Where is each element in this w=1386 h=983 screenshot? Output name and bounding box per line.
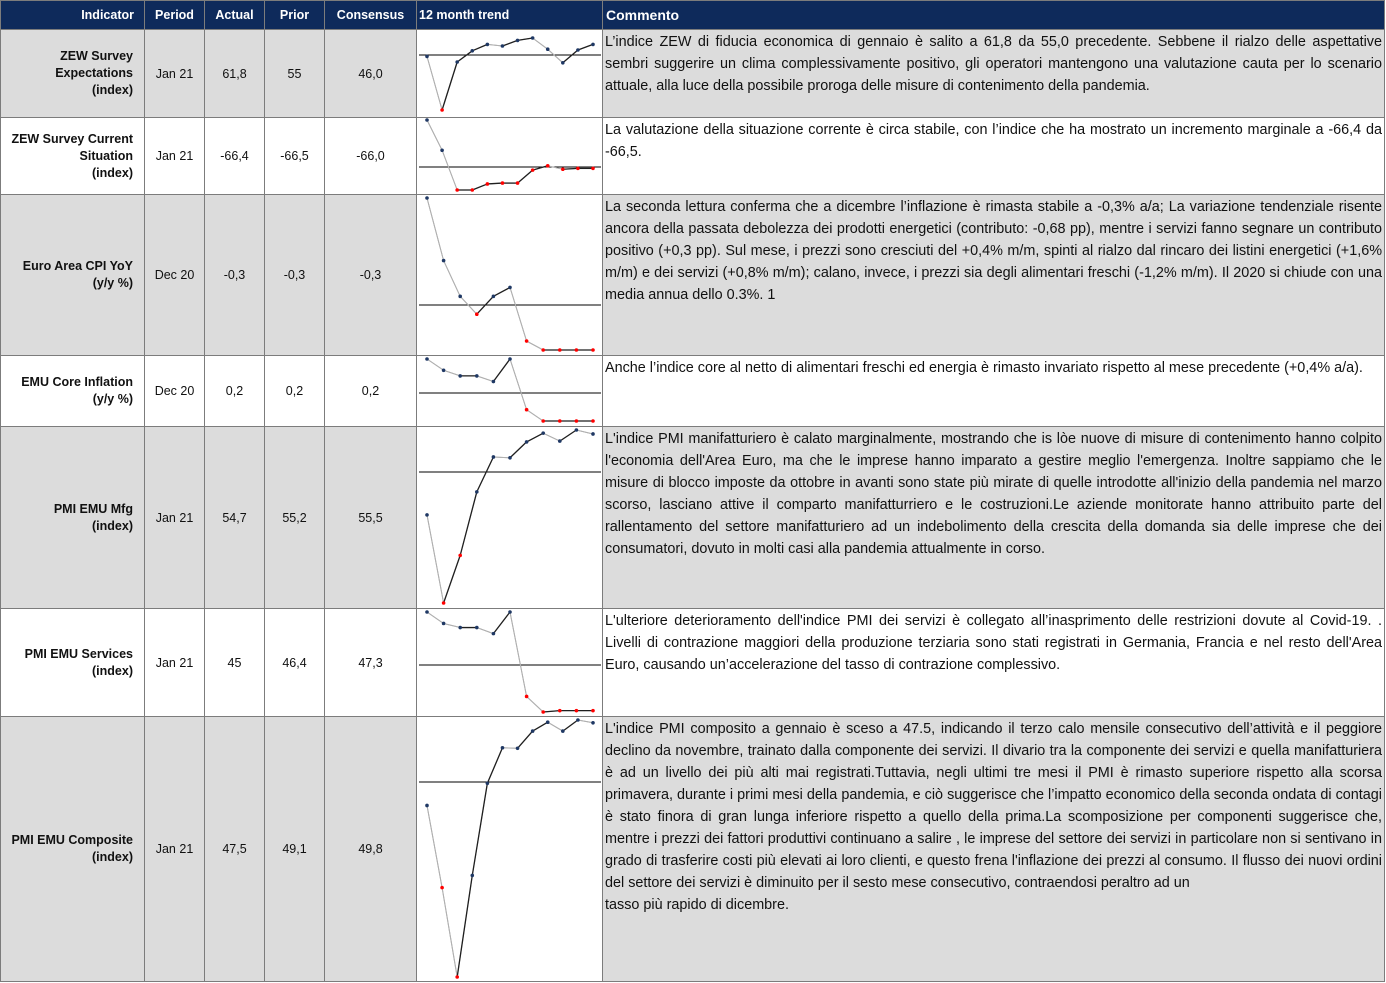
indicator-name-line: EMU Core Inflation bbox=[21, 375, 133, 389]
trend-point bbox=[516, 181, 520, 185]
actual-cell: 47,5 bbox=[205, 717, 265, 982]
indicator-name bbox=[1, 717, 145, 982]
trend-segment bbox=[472, 44, 487, 50]
trend-point bbox=[561, 729, 565, 733]
trend-point bbox=[475, 374, 479, 378]
trend-point bbox=[501, 44, 505, 48]
trend-segment bbox=[548, 49, 563, 63]
trend-point bbox=[546, 164, 550, 168]
indicator-name-line: PMI EMU Mfg bbox=[53, 501, 133, 516]
trend-segment bbox=[548, 166, 563, 169]
table-row bbox=[1, 427, 1385, 609]
trend-cell bbox=[417, 195, 603, 356]
header-row bbox=[1, 1, 1385, 30]
header-consensus: Consensus bbox=[325, 1, 417, 30]
trend-point bbox=[531, 168, 535, 172]
trend-line bbox=[427, 612, 593, 712]
header-trend: 12 month trend bbox=[417, 1, 603, 30]
table-row bbox=[1, 717, 1385, 982]
trend-point bbox=[508, 286, 512, 290]
indicator-name bbox=[1, 356, 145, 427]
trend-segment bbox=[427, 515, 444, 603]
comment-cell bbox=[603, 30, 1385, 118]
trend-segment bbox=[442, 150, 457, 190]
trend-segment bbox=[527, 696, 544, 712]
trend-segment bbox=[427, 56, 442, 110]
period-cell: Jan 21 bbox=[145, 427, 205, 609]
trend-segment bbox=[563, 720, 578, 731]
trend-point bbox=[501, 746, 505, 750]
prior-cell: 49,1 bbox=[265, 717, 325, 982]
trend-point bbox=[576, 167, 580, 171]
trend-point bbox=[501, 181, 505, 185]
trend-segment bbox=[548, 722, 563, 731]
period-cell: Dec 20 bbox=[145, 195, 205, 356]
comment-cell bbox=[603, 427, 1385, 609]
trend-point bbox=[440, 886, 444, 890]
trend-point bbox=[492, 380, 496, 384]
trend-segment bbox=[427, 359, 444, 370]
trend-line bbox=[427, 38, 593, 110]
trend-line bbox=[427, 120, 593, 190]
trend-segment bbox=[472, 783, 487, 875]
table-row bbox=[1, 118, 1385, 195]
trend-segment bbox=[487, 183, 502, 184]
trend-point bbox=[575, 348, 579, 352]
indicator-name-line: (index) bbox=[92, 518, 133, 533]
trend-segment bbox=[533, 38, 548, 49]
trend-point bbox=[425, 357, 429, 361]
trend-segment bbox=[563, 50, 578, 63]
header-prior: Prior bbox=[265, 1, 325, 30]
indicator-name-line: ZEW Survey Current bbox=[11, 131, 133, 146]
indicator-name-line: Situation bbox=[79, 148, 133, 163]
trend-segment bbox=[518, 170, 533, 183]
trend-segment bbox=[563, 168, 578, 169]
trend-point bbox=[440, 108, 444, 112]
actual-cell: 61,8 bbox=[205, 30, 265, 118]
trend-segment bbox=[578, 44, 593, 50]
trend-segment bbox=[502, 748, 517, 749]
trend-sparkline bbox=[417, 195, 602, 355]
consensus-cell: 55,5 bbox=[325, 427, 417, 609]
indicator-name-line: (index) bbox=[92, 83, 133, 97]
trend-segment bbox=[444, 370, 461, 376]
trend-point bbox=[591, 167, 595, 171]
trend-segment bbox=[477, 628, 494, 634]
trend-point bbox=[455, 188, 459, 192]
prior-cell: 55 bbox=[265, 30, 325, 118]
trend-point bbox=[470, 874, 474, 878]
trend-sparkline bbox=[417, 609, 602, 716]
trend-cell bbox=[417, 717, 603, 982]
trend-point bbox=[492, 455, 496, 459]
trend-cell bbox=[417, 356, 603, 427]
trend-point bbox=[492, 632, 496, 636]
trend-segment bbox=[560, 430, 577, 441]
trend-point bbox=[442, 601, 446, 605]
trend-point bbox=[541, 348, 545, 352]
indicator-name bbox=[1, 195, 145, 356]
trend-segment bbox=[510, 359, 527, 410]
trend-segment bbox=[442, 62, 457, 110]
prior-cell: 0,2 bbox=[265, 356, 325, 427]
trend-point bbox=[575, 428, 579, 432]
trend-point bbox=[458, 626, 462, 630]
actual-cell: 45 bbox=[205, 609, 265, 717]
trend-point bbox=[591, 432, 595, 436]
trend-point bbox=[558, 348, 562, 352]
trend-point bbox=[458, 374, 462, 378]
consensus-cell: 49,8 bbox=[325, 717, 417, 982]
trend-point bbox=[442, 259, 446, 263]
trend-line bbox=[427, 198, 593, 350]
consensus-cell: 47,3 bbox=[325, 609, 417, 717]
consensus-cell: -66,0 bbox=[325, 118, 417, 195]
trend-segment bbox=[427, 805, 442, 887]
trend-point bbox=[531, 36, 535, 40]
trend-segment bbox=[576, 430, 593, 434]
consensus-cell: 0,2 bbox=[325, 356, 417, 427]
period-cell: Jan 21 bbox=[145, 609, 205, 717]
trend-segment bbox=[477, 457, 494, 492]
period-cell: Dec 20 bbox=[145, 356, 205, 427]
header-comment: Commento bbox=[603, 1, 1385, 30]
comment-text: Anche l’indice core al netto di alimentari freschi ed energia è rimasto invariato rispetto al mese precedente (+0,4% a/a). bbox=[605, 360, 1363, 376]
trend-point bbox=[575, 419, 579, 423]
indicator-name-line: Euro Area CPI YoY bbox=[22, 259, 133, 273]
trend-point bbox=[591, 348, 595, 352]
header-actual: Actual bbox=[205, 1, 265, 30]
trend-segment bbox=[493, 359, 510, 382]
indicator-name-line: PMI EMU Services bbox=[24, 646, 133, 661]
trend-point bbox=[591, 43, 595, 47]
trend-point bbox=[492, 295, 496, 299]
trend-point bbox=[425, 804, 429, 808]
trend-point bbox=[546, 47, 550, 51]
trend-segment bbox=[502, 40, 517, 46]
prior-cell: 55,2 bbox=[265, 427, 325, 609]
trend-segment bbox=[472, 184, 487, 190]
trend-segment bbox=[444, 623, 461, 627]
trend-point bbox=[575, 709, 579, 713]
trend-segment bbox=[442, 888, 457, 977]
trend-point bbox=[591, 709, 595, 713]
trend-segment bbox=[543, 711, 560, 712]
table-row bbox=[1, 195, 1385, 356]
period-cell: Jan 21 bbox=[145, 30, 205, 118]
trend-point bbox=[470, 49, 474, 53]
comment-cell bbox=[603, 609, 1385, 717]
consensus-cell: 46,0 bbox=[325, 30, 417, 118]
trend-point bbox=[591, 721, 595, 725]
trend-segment bbox=[493, 287, 510, 296]
trend-segment bbox=[527, 410, 544, 421]
trend-point bbox=[525, 408, 529, 412]
comment-cell bbox=[603, 195, 1385, 356]
indicator-name-line: PMI EMU Composite bbox=[11, 833, 133, 847]
indicator-name-line: (index) bbox=[92, 663, 133, 678]
table-row bbox=[1, 356, 1385, 427]
trend-point bbox=[486, 43, 490, 47]
comment-text: L'ulteriore deterioramento dell'indice PMI dei servizi è collegato all’inasprimento delle restrizioni dovute al Covid-19. . Livelli di contrazione maggiori della produzione terziaria sono stati registrati in Germania, Francia e nel resto dell'Area Euro, causando un’accelerazione del tasso di contrazione complessivo. bbox=[605, 613, 1382, 673]
header-period: Period bbox=[145, 1, 205, 30]
trend-point bbox=[455, 60, 459, 64]
header-indicator: Indicator bbox=[1, 1, 145, 30]
trend-point bbox=[486, 182, 490, 186]
trend-point bbox=[516, 747, 520, 751]
trend-segment bbox=[427, 120, 442, 150]
trend-segment bbox=[510, 442, 527, 458]
trend-sparkline bbox=[417, 30, 602, 117]
trend-point bbox=[425, 513, 429, 517]
trend-segment bbox=[527, 433, 544, 442]
trend-sparkline bbox=[417, 717, 602, 981]
consensus-cell: -0,3 bbox=[325, 195, 417, 356]
trend-point bbox=[541, 431, 545, 435]
trend-point bbox=[440, 148, 444, 152]
comment-text: La valutazione della situazione corrente è circa stabile, con l’indice che ha mostrato un incremento marginale a -66,4 da -66,5. bbox=[605, 122, 1382, 160]
prior-cell: 46,4 bbox=[265, 609, 325, 717]
trend-cell bbox=[417, 609, 603, 717]
trend-segment bbox=[487, 748, 502, 784]
trend-point bbox=[442, 368, 446, 372]
trend-segment bbox=[493, 457, 510, 458]
trend-point bbox=[561, 167, 565, 171]
actual-cell: 54,7 bbox=[205, 427, 265, 609]
trend-sparkline bbox=[417, 118, 602, 194]
comment-text-tail: tasso più rapido di dicembre. bbox=[605, 897, 789, 913]
trend-segment bbox=[444, 261, 461, 297]
table-row bbox=[1, 30, 1385, 118]
trend-segment bbox=[527, 341, 544, 350]
trend-point bbox=[591, 419, 595, 423]
trend-segment bbox=[518, 731, 533, 748]
trend-segment bbox=[427, 198, 444, 261]
trend-point bbox=[508, 610, 512, 614]
indicator-name-line: Expectations bbox=[55, 66, 133, 80]
actual-cell: -0,3 bbox=[205, 195, 265, 356]
indicator-name bbox=[1, 427, 145, 609]
indicator-name bbox=[1, 609, 145, 717]
trend-sparkline bbox=[417, 356, 602, 426]
trend-point bbox=[546, 720, 550, 724]
period-cell: Jan 21 bbox=[145, 717, 205, 982]
trend-point bbox=[475, 490, 479, 494]
trend-point bbox=[425, 196, 429, 200]
trend-point bbox=[558, 419, 562, 423]
indicator-name bbox=[1, 118, 145, 195]
trend-point bbox=[531, 729, 535, 733]
trend-cell bbox=[417, 427, 603, 609]
trend-line bbox=[427, 720, 593, 977]
period-cell: Jan 21 bbox=[145, 118, 205, 195]
trend-segment bbox=[444, 555, 461, 603]
trend-cell bbox=[417, 30, 603, 118]
trend-point bbox=[525, 695, 529, 699]
trend-segment bbox=[493, 612, 510, 634]
comment-text: L’indice ZEW di fiducia economica di gennaio è salito a 61,8 da 55,0 precedente. Sebbene il rialzo delle aspettative sembri suggerire un clima complessivamente positivo, gli operatori mantengono una valutazione cauta per lo scenario attuale, alla luce della possibile proroga delle misure di contenimento della pandemia. bbox=[605, 34, 1382, 94]
trend-segment bbox=[460, 492, 477, 555]
trend-point bbox=[525, 440, 529, 444]
trend-point bbox=[442, 622, 446, 626]
trend-point bbox=[475, 312, 479, 316]
trend-point bbox=[541, 419, 545, 423]
trend-point bbox=[516, 39, 520, 43]
prior-cell: -0,3 bbox=[265, 195, 325, 356]
trend-line bbox=[427, 430, 593, 603]
trend-point bbox=[508, 357, 512, 361]
trend-point bbox=[455, 975, 459, 979]
trend-segment bbox=[543, 433, 560, 441]
trend-point bbox=[558, 709, 562, 713]
indicator-name-line: (index) bbox=[92, 850, 133, 864]
trend-segment bbox=[427, 612, 444, 623]
trend-segment bbox=[477, 376, 494, 382]
trend-point bbox=[558, 439, 562, 443]
actual-cell: -66,4 bbox=[205, 118, 265, 195]
trend-point bbox=[458, 554, 462, 558]
comment-cell bbox=[603, 717, 1385, 982]
trend-point bbox=[486, 781, 490, 785]
trend-point bbox=[425, 118, 429, 122]
comment-cell bbox=[603, 118, 1385, 195]
trend-segment bbox=[487, 44, 502, 46]
trend-point bbox=[576, 718, 580, 722]
indicator-name-line: (y/y %) bbox=[92, 276, 133, 290]
indicator-name-line: ZEW Survey bbox=[60, 49, 133, 63]
trend-point bbox=[425, 610, 429, 614]
trend-point bbox=[561, 61, 565, 65]
trend-point bbox=[525, 339, 529, 343]
trend-segment bbox=[510, 287, 527, 341]
trend-segment bbox=[533, 166, 548, 170]
trend-point bbox=[458, 295, 462, 299]
comment-text: L'indice PMI composito a gennaio è sceso a 47.5, indicando il terzo calo mensile consecutivo dell’attività e il peggiore declino da novembre, trainato dalla componente dei servizi. Il divario tra la componente dei servizi e quella manifatturiera è ad un livello dei più alti mai registrati.Tuttavia, negli ultimi tre mesi il PMI è rimasto superiore rispetto alla scorsa primavera, durante i primi mesi della pandemia, e ciò suggerisce che l’impatto economico della seconda ondata di contagi è stato finora di gran lunga inferiore rispetto a quello della prima.La scomposizione per componenti suggerisce che, mentre i prezzi dei fattori produttivi continuano a salire , le imprese del settore dei servizi in particolare non si sentivano in grado di trasferire costi più elevati ai loro clienti, e questo frena l'inflazione dei prezzi al consumo. Il flusso dei nuovi ordini del settore dei servizi è diminuito per il sesto mese consecutivo, contraendosi peraltro ad un bbox=[605, 721, 1382, 891]
comment-cell bbox=[603, 356, 1385, 427]
trend-segment bbox=[457, 51, 472, 62]
actual-cell: 0,2 bbox=[205, 356, 265, 427]
comment-text: La seconda lettura conferma che a dicembre l’inflazione è rimasta stabile a -0,3% a/a; La variazione tendenziale risente ancora della passata debolezza dei prodotti energetici (contributo: -0,68 pp), mentre i servizi fanno segnare un contributo positivo (+0,3 pp). Sul mese, i prezzi sono cresciuti del +0,4% m/m, spinti al rialzo dal rincaro dei listini energetici (+1,6% m/m) e dei servizi (+0,8% m/m); calano, invece, i prezzi sia degli alimentari freschi (-1,2% m/m). Il 2020 si chiude con una media annua dello 0.3%. 1 bbox=[605, 199, 1382, 303]
table-row bbox=[1, 609, 1385, 717]
indicator-name bbox=[1, 30, 145, 118]
comment-text: L'indice PMI manifatturiero è calato marginalmente, mostrando che is lòe nuove di misure di contenimento hanno colpito l'economia dell'Area Euro, ma che le imprese hanno imparato a gestire meglio l'emergenza. Inoltre sappiamo che le misure di blocco imposte da ottobre in avanti sono state più mirate di quelle introdotte all'inizio della pandemia nel marzo scorso, lasciano attive il comparto manifatturriero e le costruzioni.Le aziende monitorate hanno attribuito parte del rallentamento del settore manifatturiero ad un indebolimento della crescita della domanda sia delle imprese che dei consumatori, dovuto in molti casi alla pandemia attualmente in corso. bbox=[605, 431, 1382, 557]
trend-point bbox=[576, 48, 580, 52]
trend-line bbox=[427, 359, 593, 421]
trend-point bbox=[470, 188, 474, 192]
trend-segment bbox=[510, 612, 527, 696]
trend-segment bbox=[533, 722, 548, 731]
trend-point bbox=[508, 456, 512, 460]
trend-point bbox=[541, 710, 545, 714]
trend-segment bbox=[457, 875, 472, 977]
indicator-name-line: (index) bbox=[92, 165, 133, 180]
trend-cell bbox=[417, 118, 603, 195]
indicator-name-line: (y/y %) bbox=[92, 392, 133, 406]
trend-segment bbox=[578, 720, 593, 723]
trend-point bbox=[475, 626, 479, 630]
trend-segment bbox=[518, 38, 533, 40]
trend-point bbox=[425, 55, 429, 59]
trend-sparkline bbox=[417, 427, 602, 608]
prior-cell: -66,5 bbox=[265, 118, 325, 195]
